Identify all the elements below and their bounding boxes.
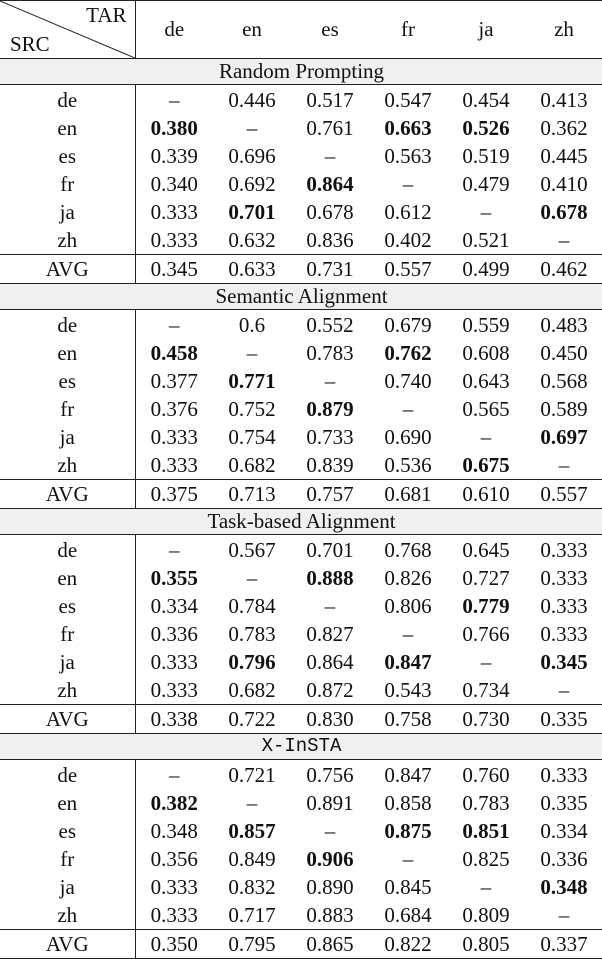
row-label: de xyxy=(0,535,135,565)
value-cell: 0.333 xyxy=(540,762,588,787)
row-label: en xyxy=(0,114,135,142)
table-row xyxy=(0,648,602,676)
value-cell: 0.589 xyxy=(540,396,588,421)
value-cell: 0.879 xyxy=(306,396,354,421)
avg-cell: 0.805 xyxy=(447,930,525,959)
avg-cell: 0.731 xyxy=(291,255,369,284)
value-cell: 0.567 xyxy=(228,537,276,562)
section-header-row xyxy=(0,734,602,760)
value-cell: – xyxy=(246,340,258,365)
value-cell: 0.872 xyxy=(306,677,354,702)
value-cell: – xyxy=(324,368,336,393)
value-cell: – xyxy=(402,846,414,871)
value-cell: 0.784 xyxy=(228,593,276,618)
value-cell: 0.382 xyxy=(150,790,198,815)
value-cell: – xyxy=(402,171,414,196)
table-row xyxy=(0,676,602,705)
value-cell: 0.847 xyxy=(384,762,432,787)
column-header: zh xyxy=(525,1,602,59)
avg-cell: 0.338 xyxy=(135,705,213,734)
avg-cell: 0.350 xyxy=(135,930,213,959)
value-cell: 0.340 xyxy=(150,171,198,196)
value-cell: – xyxy=(558,902,570,927)
value-cell: – xyxy=(246,115,258,140)
value-cell: 0.839 xyxy=(306,452,354,477)
value-cell: 0.348 xyxy=(540,874,588,899)
table-row xyxy=(0,114,602,142)
value-cell: 0.334 xyxy=(540,818,588,843)
value-cell: 0.760 xyxy=(462,762,510,787)
value-cell: 0.6 xyxy=(238,312,266,337)
avg-label: AVG xyxy=(0,705,135,734)
average-row xyxy=(0,255,602,284)
avg-cell: 0.730 xyxy=(447,705,525,734)
table-row xyxy=(0,395,602,423)
corner-src-label: SRC xyxy=(10,32,50,56)
value-cell: – xyxy=(324,143,336,168)
value-cell: 0.333 xyxy=(540,621,588,646)
column-header: en xyxy=(213,1,291,59)
value-cell: 0.333 xyxy=(150,649,198,674)
avg-cell: 0.758 xyxy=(369,705,447,734)
value-cell: 0.333 xyxy=(150,874,198,899)
value-cell: 0.336 xyxy=(540,846,588,871)
value-cell: 0.547 xyxy=(384,87,432,112)
value-cell: 0.563 xyxy=(384,143,432,168)
value-cell: 0.768 xyxy=(384,537,432,562)
value-cell: 0.608 xyxy=(462,340,510,365)
column-header: de xyxy=(135,1,213,59)
avg-cell: 0.865 xyxy=(291,930,369,959)
avg-cell: 0.795 xyxy=(213,930,291,959)
avg-cell: 0.757 xyxy=(291,480,369,509)
value-cell: 0.836 xyxy=(306,227,354,252)
avg-cell: 0.713 xyxy=(213,480,291,509)
row-label: fr xyxy=(0,620,135,648)
value-cell: – xyxy=(558,677,570,702)
value-cell: 0.454 xyxy=(462,87,510,112)
average-row xyxy=(0,705,602,734)
row-label: es xyxy=(0,592,135,620)
value-cell: 0.809 xyxy=(462,902,510,927)
table-row xyxy=(0,170,602,198)
section-title: X-InSTA xyxy=(0,734,602,760)
avg-label: AVG xyxy=(0,255,135,284)
value-cell: 0.517 xyxy=(306,87,354,112)
value-cell: 0.333 xyxy=(150,452,198,477)
row-label: es xyxy=(0,142,135,170)
avg-cell: 0.335 xyxy=(525,705,602,734)
value-cell: 0.356 xyxy=(150,846,198,871)
row-label: de xyxy=(0,85,135,115)
value-cell: 0.645 xyxy=(462,537,510,562)
value-cell: 0.333 xyxy=(540,537,588,562)
value-cell: 0.851 xyxy=(462,818,510,843)
avg-cell: 0.462 xyxy=(525,255,602,284)
value-cell: 0.559 xyxy=(462,312,510,337)
row-label: en xyxy=(0,339,135,367)
table-row xyxy=(0,142,602,170)
value-cell: 0.857 xyxy=(228,818,276,843)
value-cell: 0.333 xyxy=(150,677,198,702)
value-cell: 0.479 xyxy=(462,171,510,196)
value-cell: 0.643 xyxy=(462,368,510,393)
column-header: fr xyxy=(369,1,447,59)
header-row xyxy=(0,1,602,59)
value-cell: 0.446 xyxy=(228,87,276,112)
value-cell: – xyxy=(558,452,570,477)
value-cell: 0.684 xyxy=(384,902,432,927)
value-cell: 0.891 xyxy=(306,790,354,815)
value-cell: 0.888 xyxy=(306,565,354,590)
value-cell: 0.875 xyxy=(384,818,432,843)
avg-cell: 0.822 xyxy=(369,930,447,959)
table-row xyxy=(0,760,602,790)
value-cell: 0.402 xyxy=(384,227,432,252)
value-cell: 0.756 xyxy=(306,762,354,787)
value-cell: 0.890 xyxy=(306,874,354,899)
row-label: es xyxy=(0,817,135,845)
value-cell: 0.906 xyxy=(306,846,354,871)
table-row xyxy=(0,226,602,255)
table-row xyxy=(0,873,602,901)
row-label: ja xyxy=(0,648,135,676)
value-cell: 0.832 xyxy=(228,874,276,899)
value-cell: – xyxy=(169,762,180,787)
value-cell: 0.565 xyxy=(462,396,510,421)
value-cell: 0.762 xyxy=(384,340,432,365)
corner-cell xyxy=(0,1,135,59)
avg-cell: 0.337 xyxy=(525,930,602,959)
section-header-row xyxy=(0,59,602,85)
value-cell: 0.864 xyxy=(306,171,354,196)
table-row xyxy=(0,620,602,648)
value-cell: 0.740 xyxy=(384,368,432,393)
value-cell: 0.458 xyxy=(150,340,198,365)
value-cell: 0.526 xyxy=(462,115,510,140)
value-cell: – xyxy=(480,649,492,674)
row-label: fr xyxy=(0,170,135,198)
value-cell: – xyxy=(402,396,414,421)
value-cell: 0.678 xyxy=(540,199,588,224)
row-label: zh xyxy=(0,901,135,930)
table-row xyxy=(0,339,602,367)
value-cell: 0.733 xyxy=(306,424,354,449)
table-row xyxy=(0,901,602,930)
corner-tar-label: TAR xyxy=(86,3,127,27)
value-cell: 0.483 xyxy=(540,312,588,337)
value-cell: 0.333 xyxy=(150,424,198,449)
value-cell: 0.826 xyxy=(384,565,432,590)
value-cell: – xyxy=(324,593,336,618)
value-cell: 0.450 xyxy=(540,340,588,365)
value-cell: 0.701 xyxy=(228,199,276,224)
row-label: zh xyxy=(0,451,135,480)
row-label: fr xyxy=(0,395,135,423)
section-title: Task-based Alignment xyxy=(0,509,602,535)
table-row xyxy=(0,817,602,845)
value-cell: – xyxy=(169,312,180,337)
value-cell: – xyxy=(480,424,492,449)
avg-cell: 0.557 xyxy=(369,255,447,284)
row-label: fr xyxy=(0,845,135,873)
avg-label: AVG xyxy=(0,930,135,959)
value-cell: 0.761 xyxy=(306,115,354,140)
avg-cell: 0.633 xyxy=(213,255,291,284)
row-label: en xyxy=(0,564,135,592)
value-cell: 0.678 xyxy=(306,199,354,224)
value-cell: 0.682 xyxy=(228,452,276,477)
value-cell: 0.445 xyxy=(540,143,588,168)
table-row xyxy=(0,845,602,873)
value-cell: 0.858 xyxy=(384,790,432,815)
column-header: es xyxy=(291,1,369,59)
value-cell: 0.679 xyxy=(384,312,432,337)
table-row xyxy=(0,535,602,565)
table-row xyxy=(0,564,602,592)
value-cell: 0.825 xyxy=(462,846,510,871)
value-cell: 0.612 xyxy=(384,199,432,224)
value-cell: 0.752 xyxy=(228,396,276,421)
value-cell: 0.717 xyxy=(228,902,276,927)
value-cell: 0.675 xyxy=(462,452,510,477)
value-cell: – xyxy=(402,621,414,646)
value-cell: 0.734 xyxy=(462,677,510,702)
avg-cell: 0.610 xyxy=(447,480,525,509)
value-cell: 0.663 xyxy=(384,115,432,140)
value-cell: 0.333 xyxy=(540,593,588,618)
value-cell: 0.783 xyxy=(462,790,510,815)
value-cell: 0.845 xyxy=(384,874,432,899)
section-header-row xyxy=(0,284,602,310)
section-header-row xyxy=(0,509,602,535)
value-cell: 0.410 xyxy=(540,171,588,196)
table-row xyxy=(0,789,602,817)
value-cell: – xyxy=(169,87,180,112)
value-cell: 0.690 xyxy=(384,424,432,449)
value-cell: 0.806 xyxy=(384,593,432,618)
value-cell: 0.376 xyxy=(150,396,198,421)
value-cell: 0.883 xyxy=(306,902,354,927)
value-cell: 0.779 xyxy=(462,593,510,618)
value-cell: 0.380 xyxy=(150,115,198,140)
row-label: de xyxy=(0,760,135,790)
avg-cell: 0.830 xyxy=(291,705,369,734)
value-cell: 0.521 xyxy=(462,227,510,252)
value-cell: 0.413 xyxy=(540,87,588,112)
section-title: Random Prompting xyxy=(0,59,602,85)
value-cell: 0.783 xyxy=(306,340,354,365)
value-cell: 0.335 xyxy=(540,790,588,815)
value-cell: 0.701 xyxy=(306,537,354,562)
average-row xyxy=(0,480,602,509)
value-cell: 0.552 xyxy=(306,312,354,337)
average-row xyxy=(0,930,602,959)
value-cell: – xyxy=(480,874,492,899)
value-cell: 0.827 xyxy=(306,621,354,646)
avg-cell: 0.345 xyxy=(135,255,213,284)
avg-cell: 0.499 xyxy=(447,255,525,284)
value-cell: 0.355 xyxy=(150,565,198,590)
value-cell: 0.864 xyxy=(306,649,354,674)
results-table-body xyxy=(0,1,602,959)
avg-label: AVG xyxy=(0,480,135,509)
value-cell: 0.632 xyxy=(228,227,276,252)
value-cell: – xyxy=(480,199,492,224)
value-cell: 0.334 xyxy=(150,593,198,618)
value-cell: – xyxy=(246,790,258,815)
value-cell: – xyxy=(558,227,570,252)
row-label: ja xyxy=(0,873,135,901)
value-cell: 0.796 xyxy=(228,649,276,674)
value-cell: 0.345 xyxy=(540,649,588,674)
value-cell: 0.519 xyxy=(462,143,510,168)
row-label: en xyxy=(0,789,135,817)
table-row xyxy=(0,198,602,226)
value-cell: – xyxy=(324,818,336,843)
row-label: zh xyxy=(0,226,135,255)
value-cell: – xyxy=(246,565,258,590)
value-cell: 0.697 xyxy=(540,424,588,449)
value-cell: 0.847 xyxy=(384,649,432,674)
value-cell: 0.377 xyxy=(150,368,198,393)
row-label: ja xyxy=(0,423,135,451)
value-cell: 0.766 xyxy=(462,621,510,646)
value-cell: 0.336 xyxy=(150,621,198,646)
value-cell: 0.783 xyxy=(228,621,276,646)
value-cell: 0.543 xyxy=(384,677,432,702)
value-cell: 0.536 xyxy=(384,452,432,477)
value-cell: 0.696 xyxy=(228,143,276,168)
value-cell: 0.692 xyxy=(228,171,276,196)
value-cell: 0.333 xyxy=(540,565,588,590)
avg-cell: 0.375 xyxy=(135,480,213,509)
value-cell: – xyxy=(169,537,180,562)
row-label: zh xyxy=(0,676,135,705)
row-label: de xyxy=(0,310,135,340)
value-cell: 0.333 xyxy=(150,902,198,927)
table-row xyxy=(0,310,602,340)
avg-cell: 0.557 xyxy=(525,480,602,509)
value-cell: 0.333 xyxy=(150,199,198,224)
value-cell: 0.771 xyxy=(228,368,276,393)
value-cell: 0.568 xyxy=(540,368,588,393)
avg-cell: 0.722 xyxy=(213,705,291,734)
table-row xyxy=(0,592,602,620)
table-row xyxy=(0,367,602,395)
value-cell: 0.362 xyxy=(540,115,588,140)
avg-cell: 0.681 xyxy=(369,480,447,509)
value-cell: 0.754 xyxy=(228,424,276,449)
table-row xyxy=(0,85,602,115)
value-cell: 0.348 xyxy=(150,818,198,843)
column-header: ja xyxy=(447,1,525,59)
row-label: ja xyxy=(0,198,135,226)
section-title: Semantic Alignment xyxy=(0,284,602,310)
table-row xyxy=(0,451,602,480)
value-cell: 0.339 xyxy=(150,143,198,168)
value-cell: 0.682 xyxy=(228,677,276,702)
row-label: es xyxy=(0,367,135,395)
value-cell: 0.849 xyxy=(228,846,276,871)
value-cell: 0.721 xyxy=(228,762,276,787)
value-cell: 0.727 xyxy=(462,565,510,590)
value-cell: 0.333 xyxy=(150,227,198,252)
table-row xyxy=(0,423,602,451)
